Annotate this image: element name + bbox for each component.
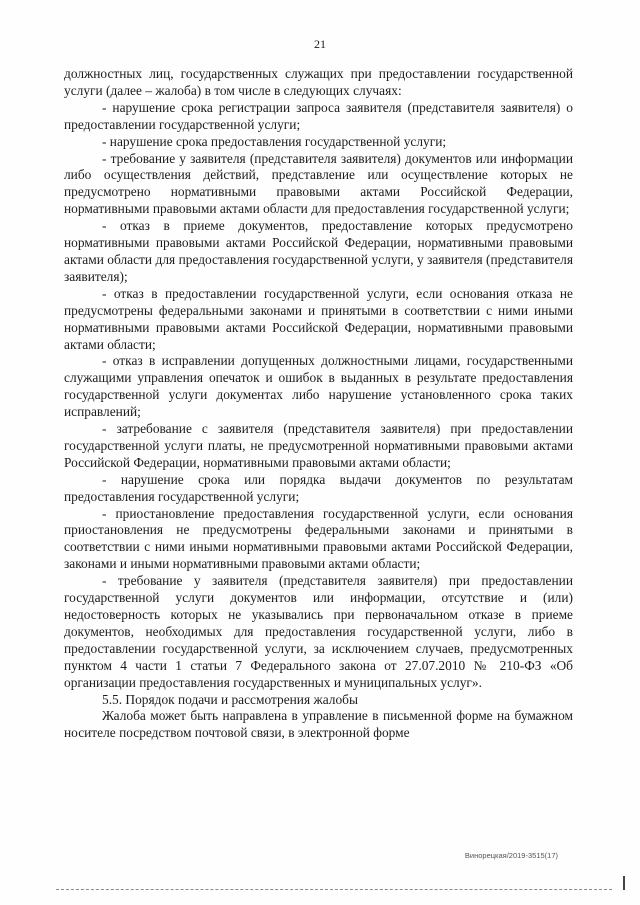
page-number: 21: [314, 37, 326, 51]
section-heading: 5.5. Порядок подачи и рассмотрения жалобы: [102, 691, 358, 707]
list-item: - приостановление предоставления государственной услуги, если основания приостановления не предусмотрены федеральными законами и принятыми в соответствии с ними иными нормативными правовыми актами Российской Федерации, законами и иными нормативными правовыми актами области;: [64, 505, 573, 572]
paragraph-intro: должностных лиц, государственных служащих при предоставлении государственной услуги (далее – жалоба) в том числе в следующих случаях:: [64, 66, 573, 98]
list-item: - требование у заявителя (представителя заявителя) документов или информации либо осуществления действий, представление или осуществление которых не предусмотрено нормативными правовыми актами Российской Федерации, нормативными правовыми актами области для предоставления государственной услуги;: [64, 150, 573, 217]
bottom-rule: [56, 889, 612, 890]
paragraph: Жалоба может быть направлена в управление в письменной форме на бумажном носителе посредством почтовой связи, в электронной форме: [64, 708, 573, 741]
scan-edge-mark: [623, 876, 625, 890]
list-item: - нарушение срока регистрации запроса заявителя (представителя заявителя) о предоставлении государственной услуги;: [64, 99, 573, 132]
list-item: - затребование с заявителя (представителя заявителя) при предоставлении государственной услуги платы, не предусмотренной нормативными правовыми актами Российской Федерации, нормативными правовыми актами области;: [64, 421, 573, 470]
list-item: - нарушение срока предоставления государственной услуги;: [102, 133, 447, 149]
list-item: - требование у заявителя (представителя заявителя) при предоставлении государственной услуги документов или информации, отсутствие и (или) недостоверность которых не указывались при первоначальном отказе в приеме документов, необходимых для предоставления государственной услуги, либо в предоставлении государственной услуги, за исключением случаев, предусмотренных пунктом 4 части 1 статьи 7 Федерального закона от 27.07.2010 № 210-ФЗ «Об организации предоставления государственных и муниципальных услуг».: [64, 573, 573, 690]
list-item: - нарушение срока или порядка выдачи документов по результатам предоставления государственной услуги;: [64, 471, 573, 504]
footer-note: Винорецкая/2019-3515(17): [464, 851, 558, 860]
list-item: - отказ в приеме документов, предоставление которых предусмотрено нормативными правовыми актами Российской Федерации, нормативными правовыми актами области для предоставления государственной услуги, у заявителя (представителя заявителя);: [64, 218, 573, 284]
document-body: [64, 66, 573, 742]
list-item: - отказ в предоставлении государственной услуги, если основания отказа не предусмотрены федеральными законами и принятыми в соответствии с ними иными нормативными правовыми актами Российской Федерации, нормативными правовыми актами области;: [64, 285, 573, 352]
list-item: - отказ в исправлении допущенных должностными лицами, государственными служащими управления опечаток и ошибок в выданных в результате предоставления государственной услуги документах либо нарушение установленного срока таких исправлений;: [64, 353, 573, 420]
